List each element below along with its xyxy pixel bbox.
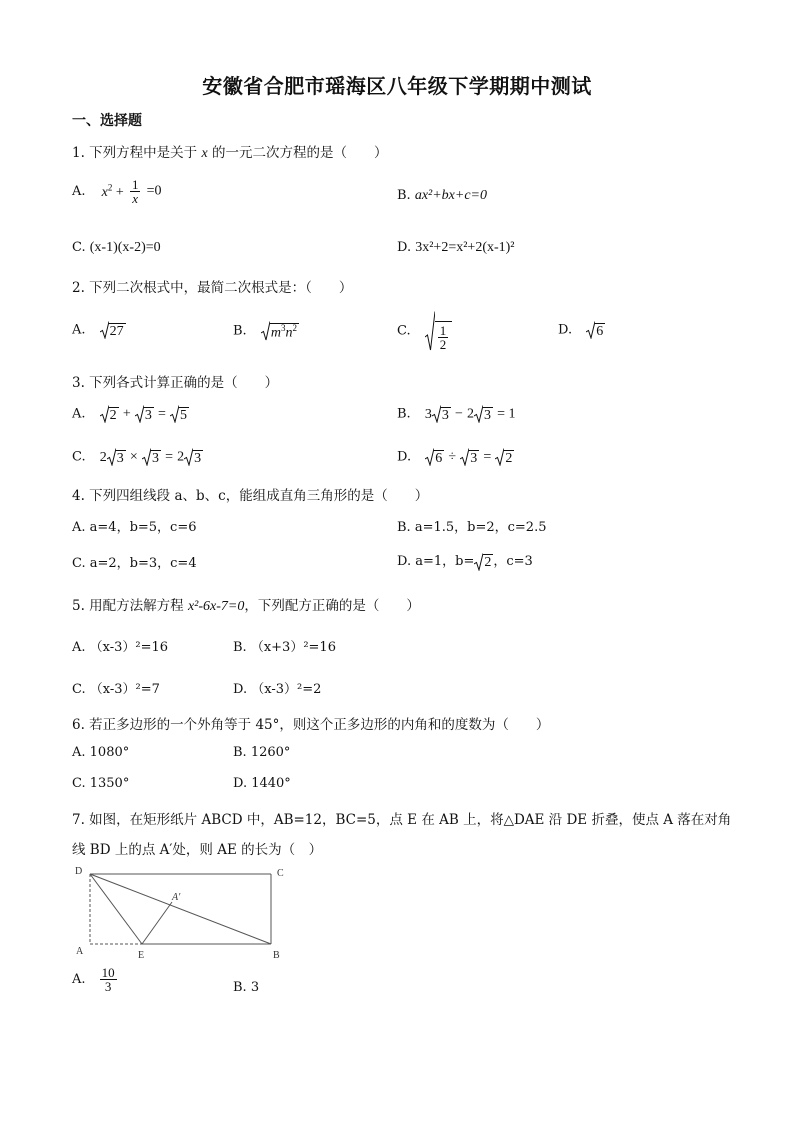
q3-option-d: D. 6 ÷ 3 = 2: [397, 449, 513, 466]
diagonal-bd: [90, 874, 271, 944]
q6-option-a: A. 1080°: [72, 745, 130, 760]
q2-option-c: C. $\frac{1}{2}$: [397, 311, 452, 351]
q7-option-a: A. $\frac{10}{3}$: [72, 965, 115, 994]
q1-option-b: B. ax²+bx+c=0: [397, 188, 488, 203]
sqrt-symbol: $m^3n^2$: [261, 321, 299, 341]
q5-option-d: D. （x-3）²=2: [233, 682, 322, 697]
label-c: C: [277, 868, 284, 879]
sqrt-symbol: 6: [586, 321, 605, 339]
label-a-prime: A′: [172, 892, 181, 903]
question-6-stem: 6. 若正多边形的一个外角等于 45°，则这个正多边形的内角和的度数为（ ）: [72, 717, 550, 733]
sqrt-symbol: 27: [100, 321, 126, 339]
question-7-stem-line1: 7. 如图，在矩形纸片 ABCD 中，AB=12，BC=5，点 E 在 AB 上，将△DAE 沿 DE 折叠，使点 A 落在对角: [72, 812, 732, 828]
question-7-stem-line2: 线 BD 上的点 A′处，则 AE 的长为（ ）: [72, 842, 323, 858]
segment-ea1: [142, 902, 172, 944]
question-3-stem: 3. 下列各式计算正确的是（ ）: [72, 375, 279, 391]
page-title: 安徽省合肥市瑶海区八年级下学期期中测试: [202, 74, 592, 98]
question-4-stem: 4. 下列四组线段 a、b、c，能组成直角三角形的是（ ）: [72, 488, 429, 504]
rectangle-fold-diagram: [66, 860, 296, 964]
q5-option-a: A. （x-3）²=16: [72, 640, 169, 655]
q5-option-b: B. （x+3）²=16: [233, 640, 336, 655]
q1-option-a: A. $x^2$ + $\frac{1}{x}$ =0: [72, 177, 162, 206]
q4-option-a: A. a=4，b=5，c=6: [72, 520, 197, 535]
q3-option-b: B. 3 3 − 2 3 = 1: [397, 406, 516, 423]
q1-option-d: D. 3x²+2=x²+2(x-1)²: [397, 240, 515, 255]
q4-option-b: B. a=1.5，b=2，c=2.5: [397, 520, 547, 535]
q6-option-b: B. 1260°: [233, 745, 291, 760]
q6-option-d: D. 1440°: [233, 776, 291, 791]
q1-option-c: C. (x-1)(x-2)=0: [72, 240, 161, 255]
q4-option-d: D. a=1，b= 2 ，c=3: [397, 554, 533, 571]
q7-option-b: B. 3: [233, 980, 260, 995]
fraction: $\frac{1}{x}$: [131, 177, 139, 206]
sqrt-symbol: $\frac{1}{2}$: [425, 311, 453, 351]
q4-option-c: C. a=2，b=3，c=4: [72, 556, 197, 571]
question-2-stem: 2. 下列二次根式中，最简二次根式是：（ ）: [72, 280, 353, 296]
q2-option-d: D. 6: [558, 322, 604, 339]
q2-option-b: B. $m^3n^2$: [233, 322, 297, 341]
question-1-stem: 1. 下列方程中是关于 x 的一元二次方程的是（ ）: [72, 145, 388, 161]
q3-option-a: A. 2 + 3 = 5: [72, 406, 188, 423]
label-b: B: [273, 950, 280, 961]
fraction: $\frac{10}{3}$: [101, 965, 115, 994]
q3-option-c: C. 2 3 × 3 = 2 3: [72, 449, 202, 466]
label-e: E: [138, 950, 145, 961]
q5-option-c: C. （x-3）²=7: [72, 682, 160, 697]
question-5-stem: 5. 用配方法解方程 x²-6x-7=0，下列配方正确的是（ ）: [72, 598, 420, 614]
section-heading: 一、选择题: [72, 113, 142, 129]
label-d: D: [75, 866, 83, 877]
q2-option-a: A. 27: [72, 322, 124, 339]
q6-option-c: C. 1350°: [72, 776, 130, 791]
label-a: A: [76, 946, 84, 957]
